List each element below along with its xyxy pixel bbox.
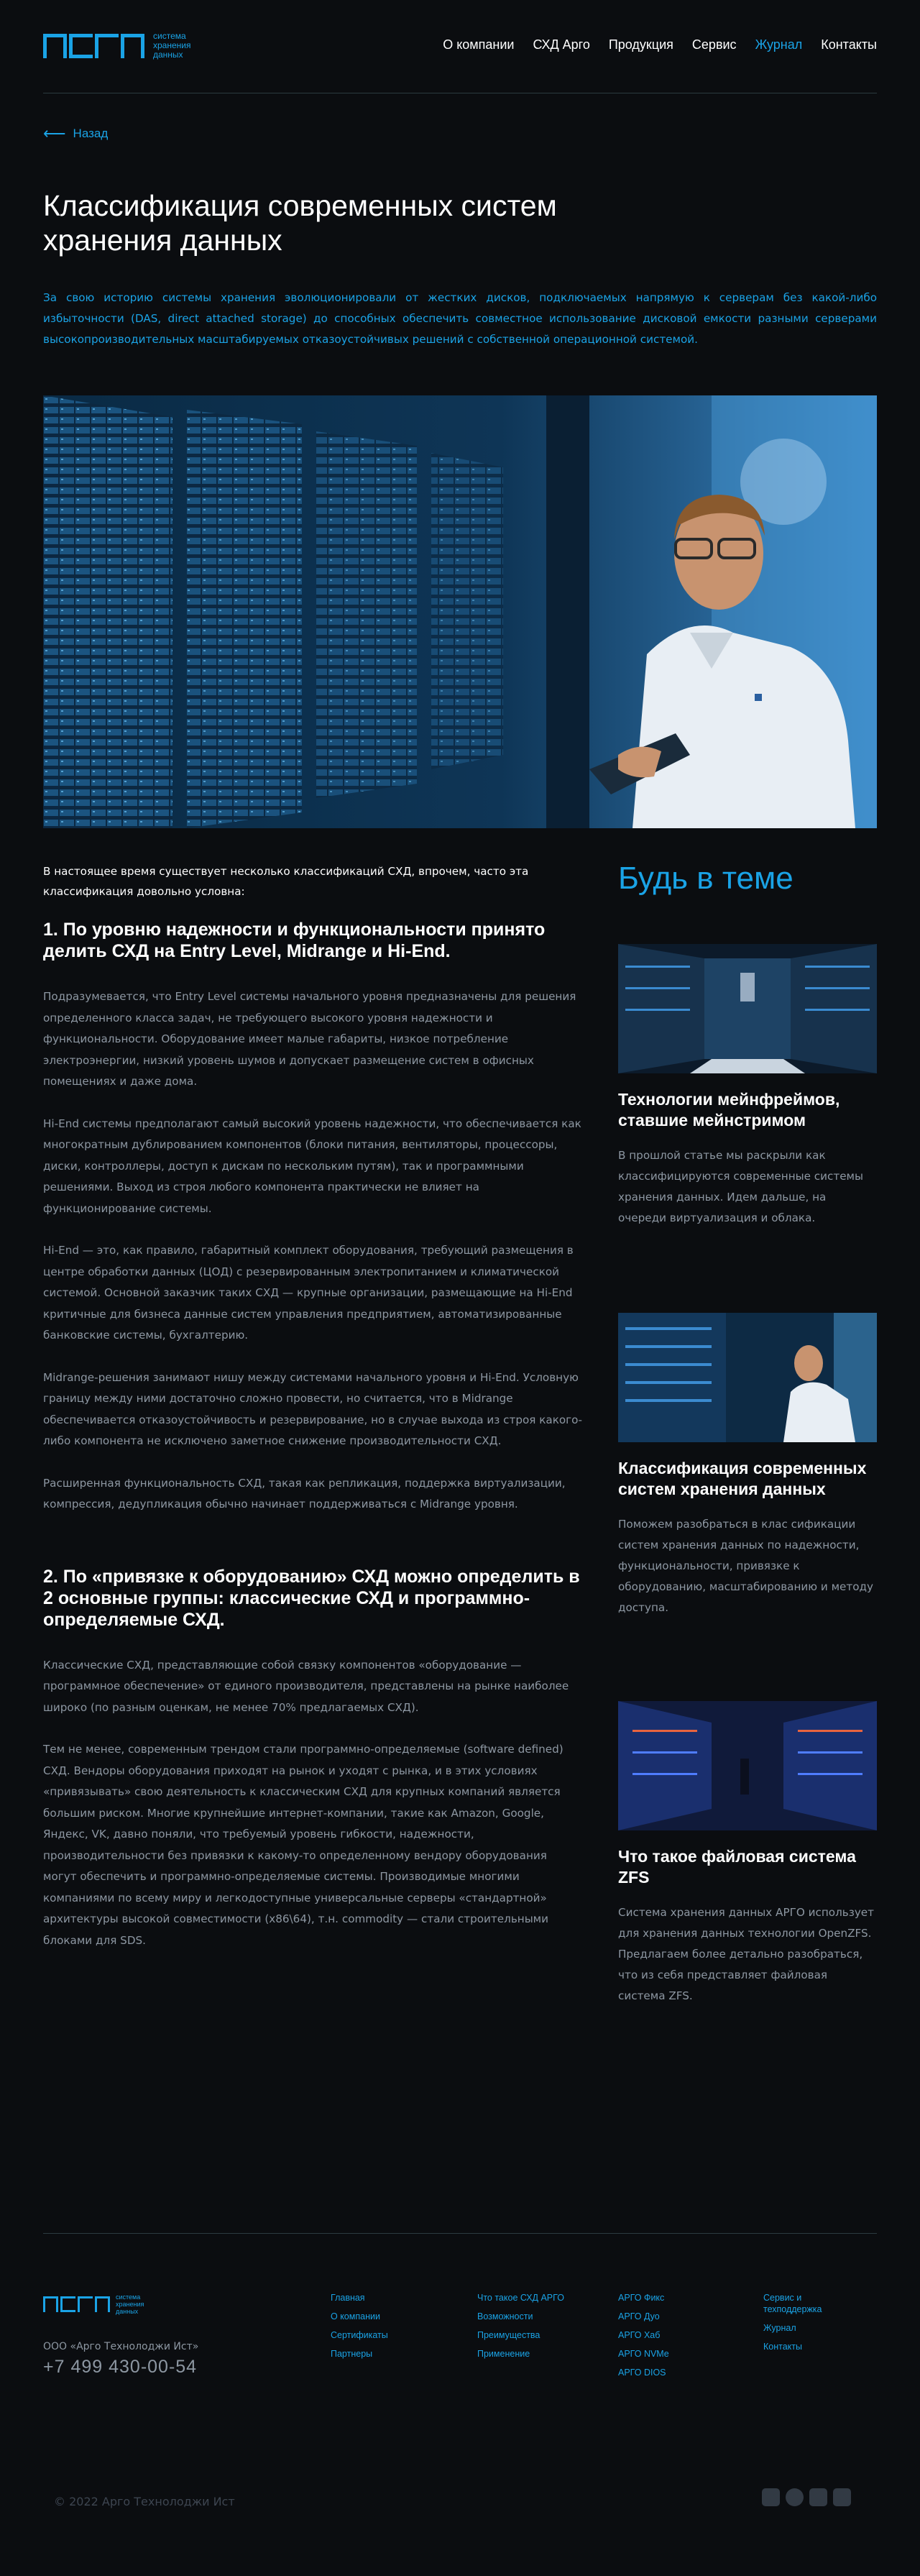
logo-tagline: система хранения данных [153, 31, 191, 60]
section-heading-1: 1. По уровню надежности и функциональности принято делить СХД на Entry Level, Midrange и Hi-End. [43, 920, 546, 961]
footer-link[interactable]: Сервис и техподдержка [763, 2293, 822, 2314]
footer-link[interactable]: Контакты [763, 2342, 802, 2352]
footer-link[interactable]: АРГО Хаб [618, 2330, 661, 2340]
card-title: Технологии мейнфреймов, ставшие мейнстримом [618, 1090, 840, 1129]
related-card[interactable] [618, 1313, 877, 1618]
related-card[interactable] [618, 1701, 877, 2007]
footer-link[interactable]: Главная [331, 2293, 365, 2303]
main-nav [443, 37, 877, 52]
hero-image [43, 395, 877, 828]
copyright: © 2022 Арго Технолоджи Ист [54, 2495, 235, 2508]
footer-logo-tagline: система хранения данных [116, 2293, 144, 2315]
footer-column-main [331, 2292, 388, 2367]
footer-column-service [763, 2292, 850, 2360]
footer-link[interactable]: Что такое СХД АРГО [477, 2293, 564, 2303]
card-title: Классификация современных систем хранения данных [618, 1459, 867, 1498]
footer-link[interactable]: АРГО Фикс [618, 2293, 665, 2303]
nav-item-service[interactable]: Сервис [691, 37, 737, 52]
footer-column-products [618, 2292, 669, 2385]
footer-phone[interactable]: +7 499 430-00-54 [43, 2357, 198, 2377]
social-links [762, 2488, 851, 2506]
paragraph: Расширенная функциональность СХД, такая как репликация, поддержка виртуализации, компрессия, дедупликация обычно начинает поддерживаться с Midrange уровня. [43, 1476, 566, 1511]
footer-link[interactable]: АРГО NVMe [618, 2349, 669, 2359]
paragraph: Hi-End системы предполагают самый высокий уровень надежности, что обеспечивается как многократным дублированием компонентов (блоки питания, вентиляторы, процессоры, диски, контроллеры, доступ к дискам по нескольким путям), так и программными решениями. Выход из строя любого компонента практически не влияет на функционирование системы. [43, 1117, 581, 1215]
card-image [618, 1313, 877, 1442]
paragraph: Hi-End — это, как правило, габаритный комплект оборудования, требующий размещения в центре обработки данных (ЦОД) с резервированным электропитанием и климатической системой. Основной заказчик таких СХД — крупные организации, размещающие на Hi-End критичные для бизнеса данные систем управления предприятием, автоматизированные банковские системы, бухгалтерию. [43, 1244, 574, 1342]
related-sidebar [618, 860, 877, 2002]
footer-logo[interactable] [43, 2293, 159, 2315]
article-lead: За свою историю системы хранения эволюционировали от жестких дисков, подключаемых напрямую к серверам без какой-либо избыточности (DAS, direct attached storage) до способных обеспечить совместное использование дисковой емкости разными серверами высокопроизводительных масштабируемых отказоустойчивых решений с собственной операционной системой. [43, 291, 877, 346]
footer-company: ООО «Арго Технолоджи Ист» [43, 2341, 199, 2352]
footer-link[interactable]: АРГО DIOS [618, 2368, 666, 2378]
footer-link[interactable]: Журнал [763, 2323, 796, 2333]
footer-link[interactable]: О компании [331, 2311, 380, 2321]
card-image [618, 1701, 877, 1830]
footer-link[interactable]: Преимущества [477, 2330, 540, 2340]
nav-item-about[interactable]: О компании [443, 37, 515, 52]
paragraph: Midrange-решения занимают нишу между системами начального уровня и Hi-End. Условную границу между ними достаточно сложно провести, но считается, что в Midrange обеспечивается отказоустойчивость и резервирование, но в случае выхода из строя какого-либо компонента не исключено заметное снижение производительности СХД. [43, 1370, 582, 1447]
vk-icon[interactable] [762, 2488, 780, 2506]
article-intro: В настоящее время существует несколько классификаций СХД, впрочем, часто эта классификация довольно условна: [43, 865, 529, 898]
site-header [43, 0, 877, 93]
argo-logo-icon [43, 2296, 110, 2312]
article-body [43, 861, 582, 1951]
footer-column-argo [477, 2292, 564, 2367]
footer-link[interactable]: Применение [477, 2349, 530, 2359]
related-card[interactable] [618, 944, 877, 1229]
footer-link[interactable]: Партнеры [331, 2349, 373, 2359]
paragraph: Классические СХД, представляющие собой связку компонентов «оборудование — программное обеспечение» от единого производителя, представлены на рынке наиболее широко (по разным оценкам, не менее 70% предлагаемых СХД). [43, 1658, 569, 1714]
section-heading-2: 2. По «привязке к оборудованию» СХД можно определить в 2 основные группы: классические СХД и программно-определяемые СХД. [43, 1566, 580, 1630]
footer-divider [43, 2233, 877, 2234]
arrow-left-icon: ⟵ [43, 124, 66, 142]
paragraph: Тем не менее, современным трендом стали программно-определяемые (software defined) СХД. Вендоры оборудования приходят на рынок и уходят с рынка, и в этих условиях «привязывать» свою деятельность к классическим СХД для крупных компаний является большим риском. Многие крупнейшие интернет-компании, такие как Amazon, Google, Яндекс, VK, давно поняли, что требуемый уровень гибкости, надежности, производительности без привязки к какому-то определенному вендору оборудования могут обеспечить и программно-определяемые системы. Производимые многими компаниями по всему миру и легкодоступные универсальные серверы «стандартной» архитектуры высокой совместимости (x86\64), т.н. commodity — стали строительными блоками для SDS. [43, 1743, 564, 1947]
facebook-icon[interactable] [809, 2488, 827, 2506]
argo-logo-icon [43, 34, 144, 58]
footer-link[interactable]: АРГО Дуо [618, 2311, 660, 2321]
sidebar-title: Будь в теме [618, 861, 794, 896]
card-text: В прошлой статье мы раскрыли как классифицируются современные системы хранения данных. Идем дальше, на очереди виртуализация и облака. [618, 1149, 864, 1224]
telegram-icon[interactable] [833, 2488, 851, 2506]
card-text: Поможем разобраться в клас сификации систем хранения данных по надежности, функциональности, привязке к оборудованию, масштабированию и методу доступа. [618, 1518, 874, 1614]
back-link[interactable] [43, 126, 108, 142]
ok-icon[interactable] [786, 2488, 804, 2506]
nav-item-argo-storage[interactable]: СХД Арго [533, 37, 590, 52]
logo[interactable] [43, 32, 211, 60]
paragraph: Подразумевается, что Entry Level системы начального уровня предназначены для решения определенного класса задач, не требующего высокого уровня надежности и функциональности. Оборудование имеет малые габариты, низкое потребление электроэнергии, низкий уровень шумов и допускает размещение систем в офисных помещениях и даже дома. [43, 990, 576, 1088]
nav-item-contacts[interactable]: Контакты [821, 37, 877, 52]
card-text: Система хранения данных АРГО использует для хранения данных технологии OpenZFS. Предлагаем более детально разобраться, что из себя представляет файловая система ZFS. [618, 1906, 875, 2002]
footer-link[interactable]: Сертификаты [331, 2330, 388, 2340]
page-title: Классификация современных систем хранения данных [43, 189, 557, 257]
card-title: Что такое файловая система ZFS [618, 1847, 856, 1887]
card-image [618, 944, 877, 1073]
nav-item-products[interactable]: Продукция [608, 37, 673, 52]
back-label: Назад [73, 127, 109, 140]
footer-link[interactable]: Возможности [477, 2311, 533, 2321]
nav-item-journal[interactable]: Журнал [755, 37, 803, 52]
